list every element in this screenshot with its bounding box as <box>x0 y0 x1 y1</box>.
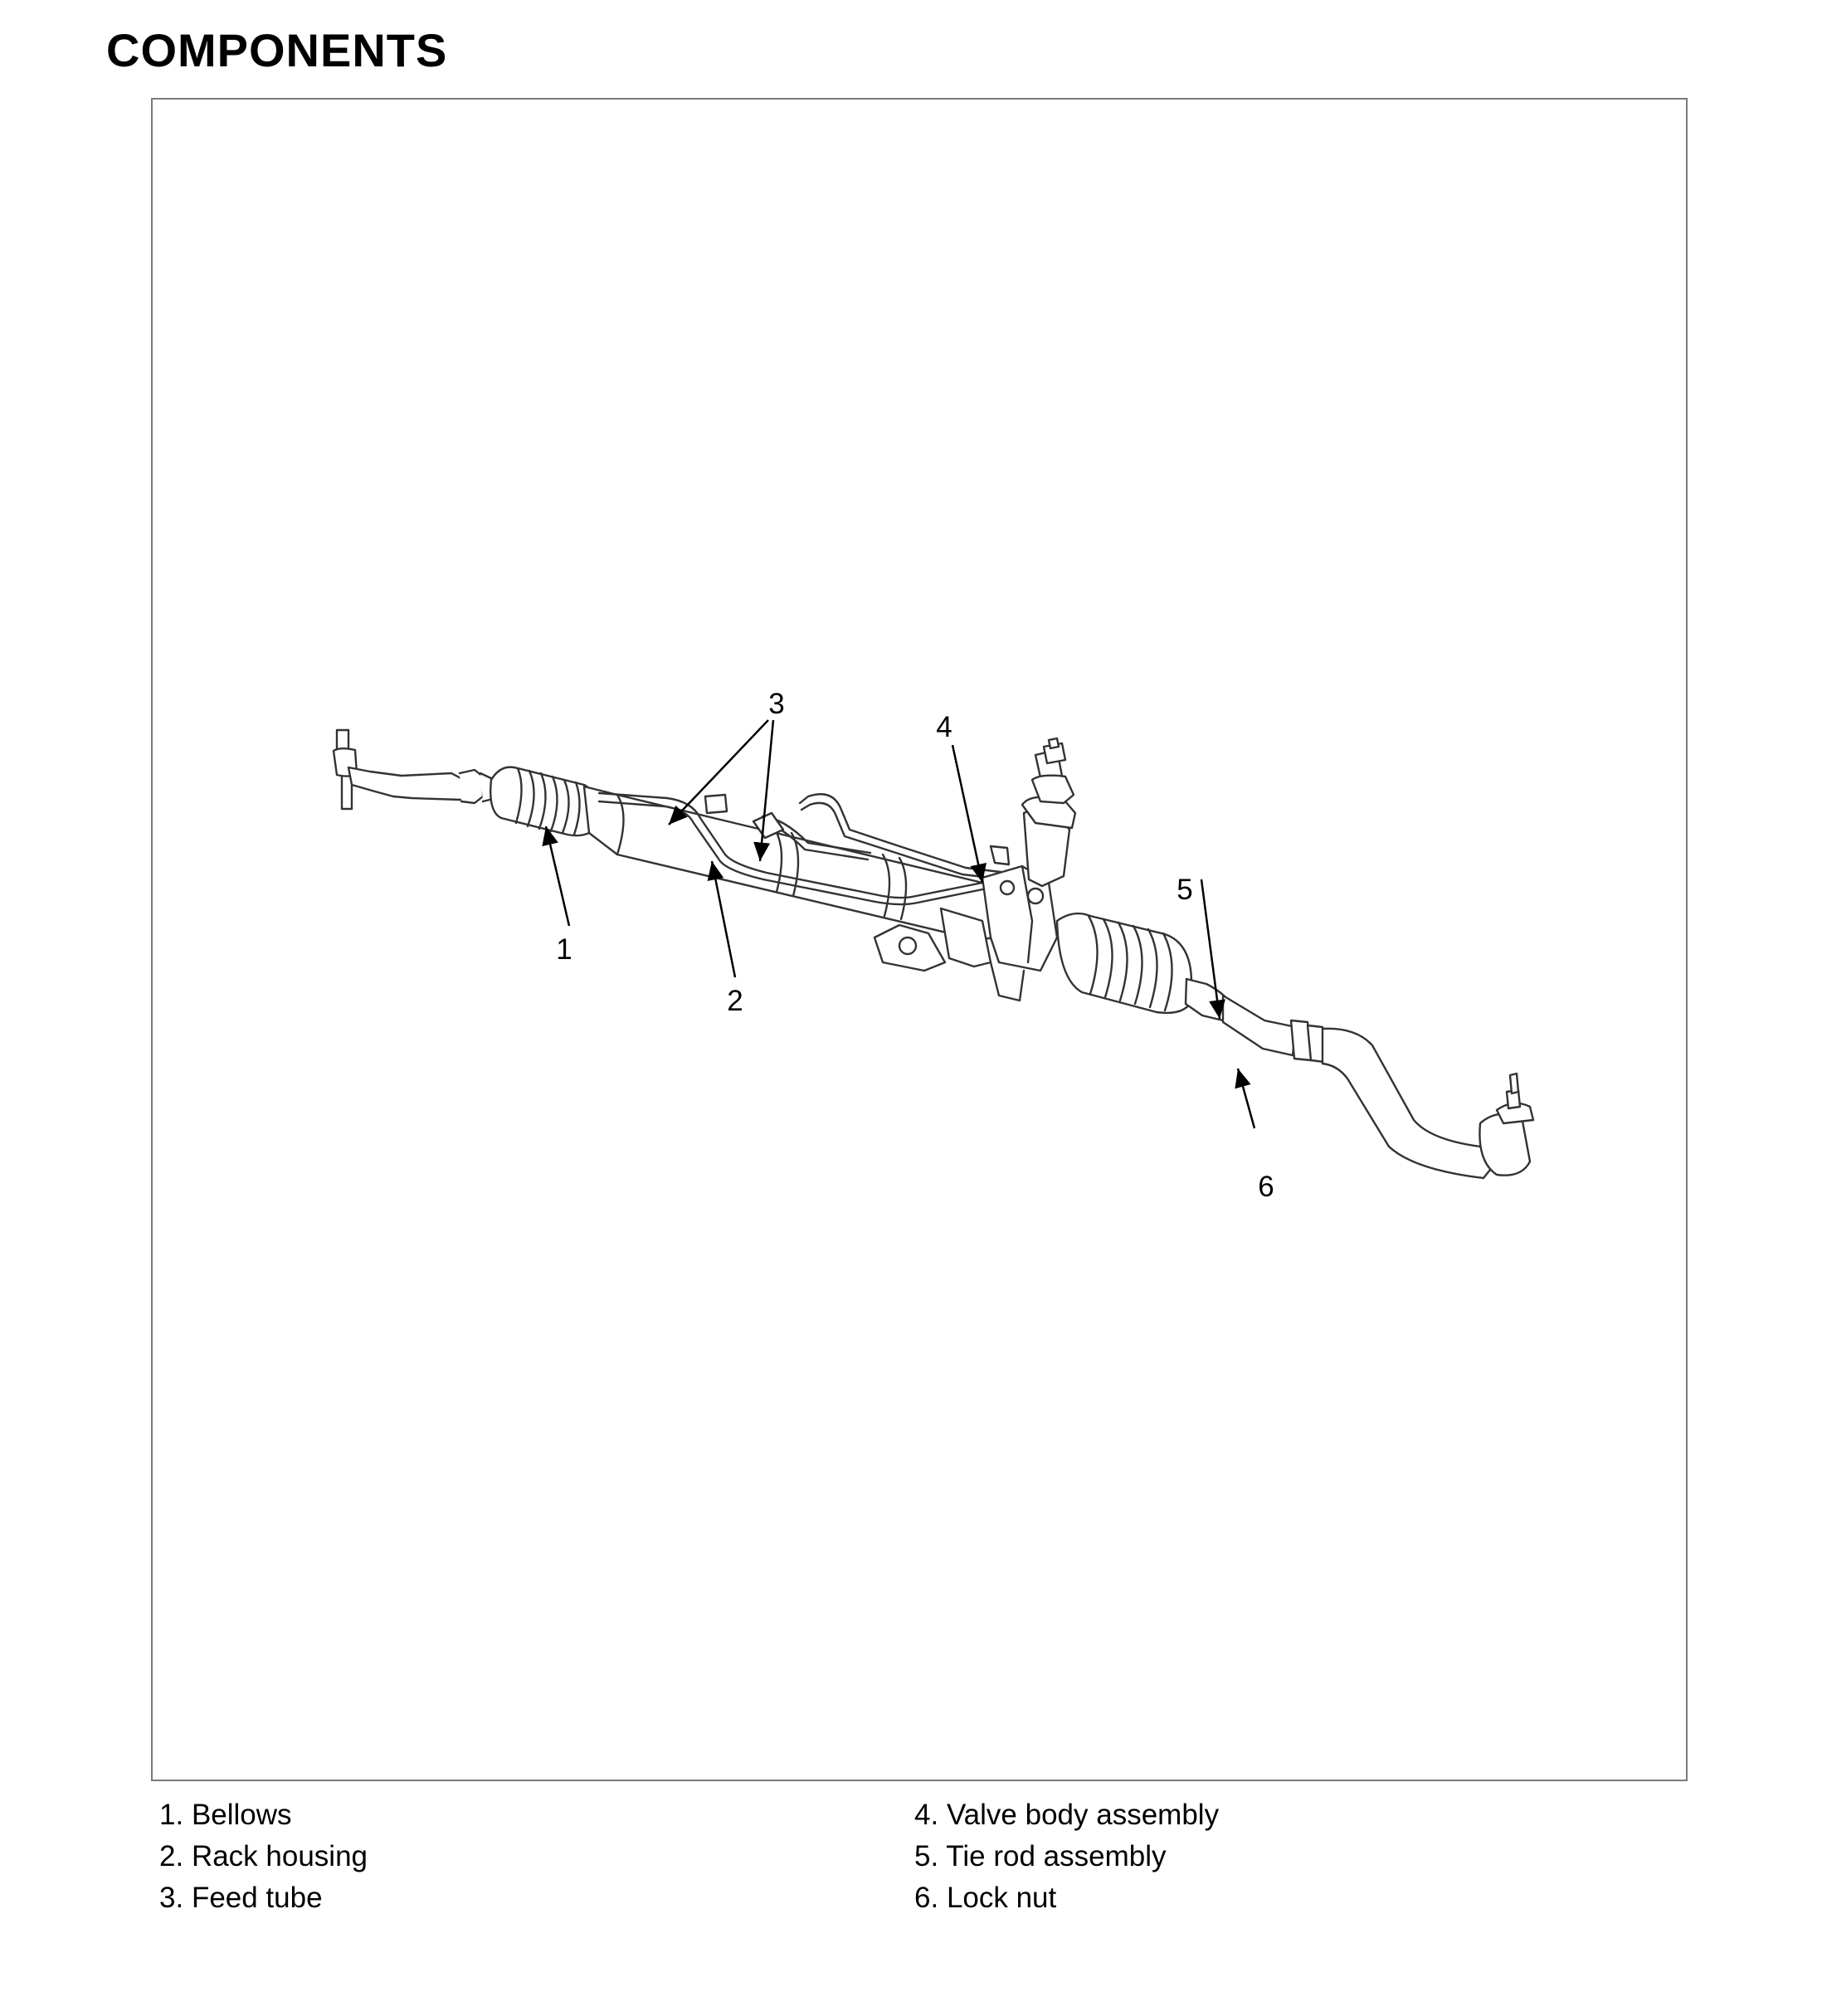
callout-3: 3 <box>768 688 785 720</box>
left-tie-rod-end <box>334 730 496 809</box>
right-tie-rod <box>1186 979 1533 1178</box>
callout-leaders <box>546 720 1254 1128</box>
legend-number: 6. <box>914 1882 939 1914</box>
legend-item-bellows <box>159 1794 368 1836</box>
legend-item-lock-nut <box>914 1877 1219 1919</box>
legend-number: 2. <box>159 1840 184 1872</box>
callout-6: 6 <box>1258 1171 1274 1203</box>
leader-6 <box>1238 1069 1254 1128</box>
legend-item-tie-rod-assembly <box>914 1836 1219 1877</box>
legend-label: Bellows <box>191 1799 292 1831</box>
legend-item-valve-body-assembly <box>914 1794 1219 1836</box>
legend-item-rack-housing <box>159 1836 368 1877</box>
legend-label: Valve body assembly <box>946 1799 1220 1831</box>
legend-number: 1. <box>159 1799 184 1831</box>
diagram-frame <box>151 98 1688 1781</box>
page-title: COMPONENTS <box>106 24 448 76</box>
legend-item-feed-tube <box>159 1877 368 1919</box>
steering-gear-drawing <box>334 730 1533 1178</box>
legend-label: Tie rod assembly <box>946 1840 1167 1872</box>
legend-label: Feed tube <box>191 1882 323 1914</box>
steering-gear-illustration <box>153 100 1689 1783</box>
legend-number: 4. <box>914 1799 939 1831</box>
callout-2: 2 <box>727 985 743 1017</box>
legend-right <box>914 1794 1219 1919</box>
legend-number: 3. <box>159 1882 184 1914</box>
legend-label: Lock nut <box>946 1882 1057 1914</box>
leader-1 <box>546 826 569 926</box>
leader-4 <box>952 745 982 883</box>
legend-left <box>159 1794 368 1919</box>
legend-number: 5. <box>914 1840 939 1872</box>
callout-5: 5 <box>1177 874 1193 906</box>
right-bellows <box>1057 913 1191 1013</box>
callout-1: 1 <box>556 933 572 966</box>
legend-label: Rack housing <box>191 1840 368 1872</box>
left-bellows <box>490 767 596 836</box>
callout-4: 4 <box>936 711 952 743</box>
